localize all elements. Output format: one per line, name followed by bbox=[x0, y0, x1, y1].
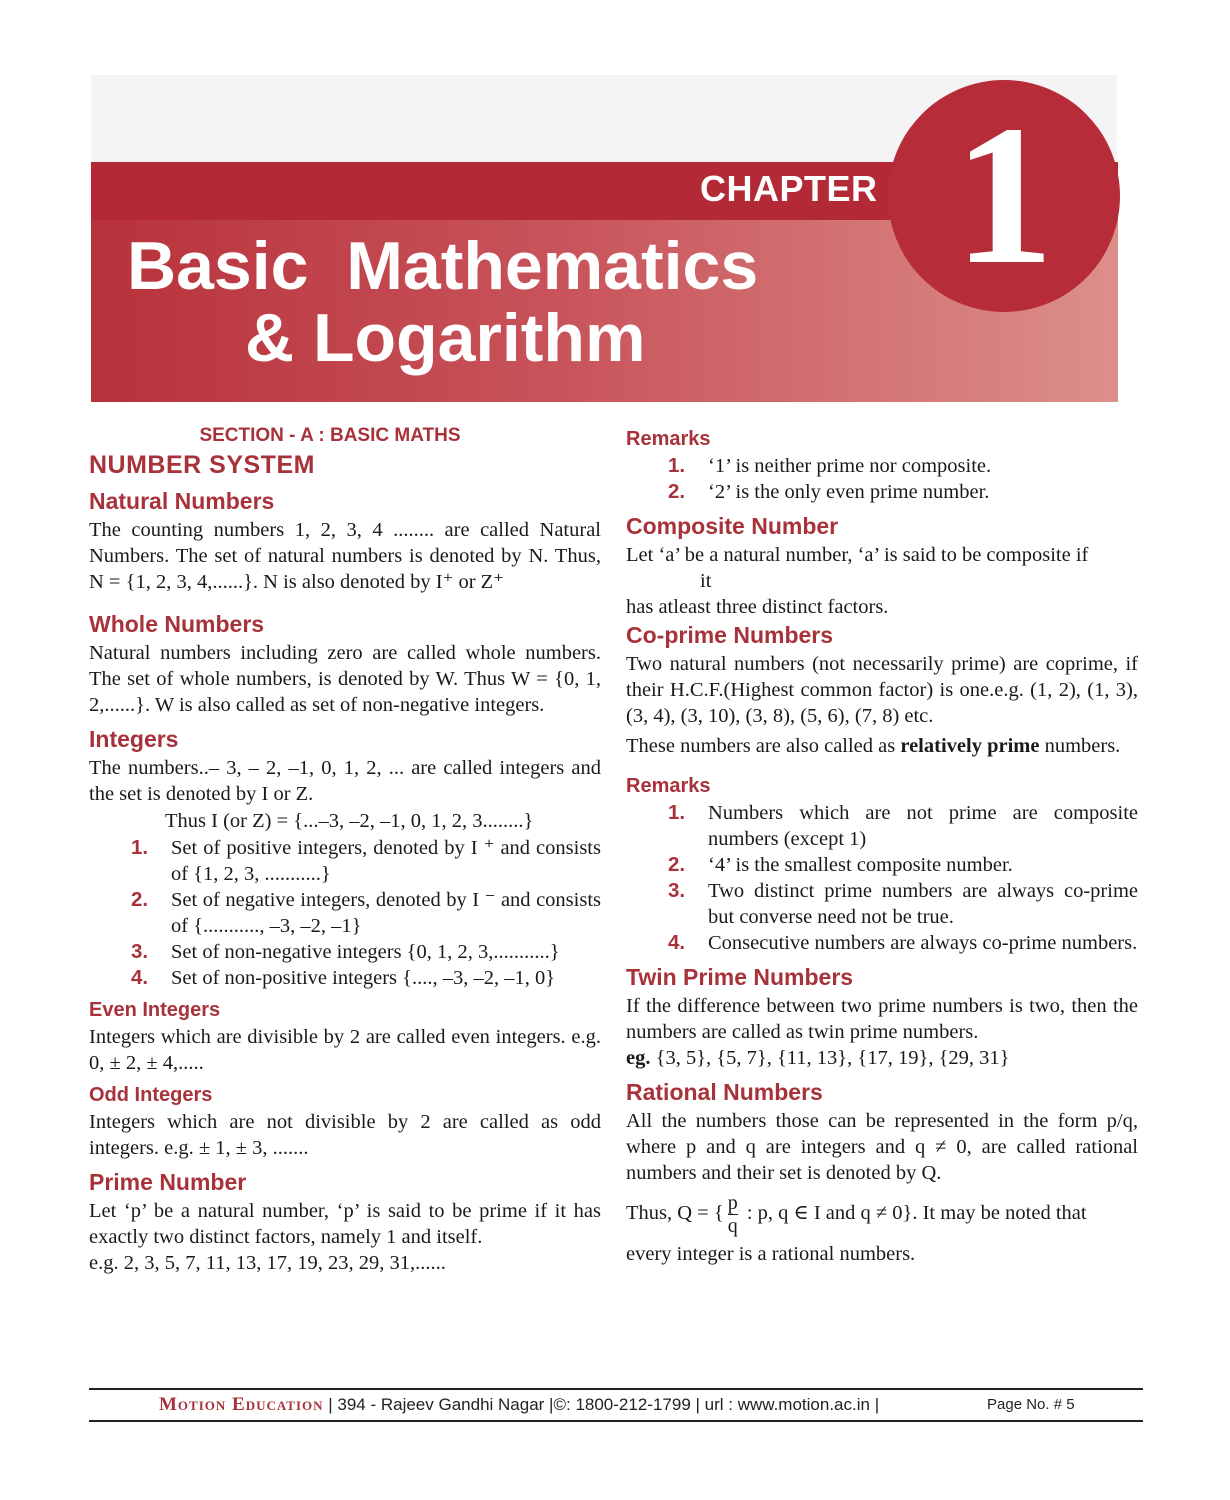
right-column bbox=[626, 420, 1138, 1267]
integers-heading: Integers bbox=[89, 726, 179, 752]
integers-thus: Thus I (or Z) = {...–3, –2, –1, 0, 1, 2, 3........} bbox=[165, 810, 534, 832]
section-heading: SECTION - A : BASIC MATHS bbox=[199, 425, 461, 446]
list-item: 2. Set of negative integers, denoted by I ⁻ and consists of {..........., –3, –2, –1} bbox=[131, 888, 601, 937]
list-item: 4. Set of non-positive integers {...., –3, –2, –1, 0} bbox=[131, 966, 556, 989]
chapter-header bbox=[0, 0, 1230, 410]
integers-text: The numbers..– 3, – 2, –1, 0, 1, 2, ... are called integers and the set is denoted by I or Z. bbox=[89, 757, 601, 805]
remarks-list bbox=[626, 453, 1138, 505]
even-integers-text: Integers which are divisible by 2 are called even integers. e.g. 0, ± 2, ± 4,..... bbox=[89, 1026, 601, 1074]
list-item: 3. Set of non-negative integers {0, 1, 2, 3,...........} bbox=[131, 940, 560, 963]
odd-integers-heading: Odd Integers bbox=[89, 1084, 213, 1106]
composite-number-it: it bbox=[700, 570, 712, 592]
co-prime-heading: Co-prime Numbers bbox=[626, 622, 834, 648]
whole-numbers-text: Natural numbers including zero are called whole numbers. The set of whole numbers, is denoted by W. Thus W = {0, 1, 2,......}. W is also called as set of non-negative integers. bbox=[89, 642, 601, 716]
twin-prime-text: If the difference between two prime numbers is two, then the numbers are called as twin prime numbers. bbox=[626, 995, 1138, 1043]
remarks-heading-2: Remarks bbox=[626, 775, 711, 797]
chapter-title-line2: & Logarithm bbox=[245, 300, 646, 376]
chapter-number: 1 bbox=[954, 85, 1054, 306]
number-system-heading: NUMBER SYSTEM bbox=[89, 451, 315, 479]
rational-numbers-definition: Thus, Q = { $\frac{p}{q}$ : p, q ∈ I and q ≠ 0}. It may be noted that bbox=[626, 1192, 1087, 1237]
list-item: 3. Two distinct prime numbers are always co-prime but converse need not be true. bbox=[668, 879, 1138, 928]
co-prime-text: Two natural numbers (not necessarily prime) are coprime, if their H.C.F.(Highest common factor) is one.e.g. (1, 2), (1, 3), (3, 4), (3, 10), (3, 8), (5, 6), (7, 8) etc. bbox=[626, 653, 1138, 727]
left-column bbox=[89, 420, 601, 1276]
even-integers-heading: Even Integers bbox=[89, 999, 221, 1021]
page-number: Page No. # 5 bbox=[987, 1396, 1075, 1413]
prime-number-heading: Prime Number bbox=[89, 1169, 247, 1195]
chapter-title-line1: Basic Mathematics bbox=[127, 228, 759, 304]
page-footer bbox=[89, 1388, 1143, 1422]
remarks-list-2 bbox=[626, 800, 1138, 956]
twin-prime-example: eg. {3, 5}, {5, 7}, {11, 13}, {17, 19}, {29, 31} bbox=[626, 1047, 1010, 1069]
footer-info bbox=[159, 1394, 879, 1416]
prime-number-example: e.g. 2, 3, 5, 7, 11, 13, 17, 19, 23, 29, 31,...... bbox=[89, 1252, 446, 1274]
list-item: 2. ‘2’ is the only even prime number. bbox=[668, 480, 990, 503]
rational-numbers-heading: Rational Numbers bbox=[626, 1079, 823, 1105]
twin-prime-heading: Twin Prime Numbers bbox=[626, 964, 854, 990]
co-prime-text-2: These numbers are also called as relatively prime numbers. bbox=[626, 735, 1121, 757]
footer-details: | 394 - Rajeev Gandhi Nagar |©: 1800-212-1799 | url : www.motion.ac.in | bbox=[323, 1395, 880, 1414]
natural-numbers-heading: Natural Numbers bbox=[89, 488, 275, 514]
odd-integers-text: Integers which are not divisible by 2 are called as odd integers. e.g. ± 1, ± 3, ....... bbox=[89, 1111, 601, 1159]
rational-numbers-text: All the numbers those can be represented in the form p/q, where p and q are integers and q ≠ 0, are called rational numbers and their set is denoted by Q. bbox=[626, 1110, 1138, 1184]
rational-numbers-note: every integer is a rational numbers. bbox=[626, 1243, 916, 1265]
list-item: 1. Numbers which are not prime are composite numbers (except 1) bbox=[668, 801, 1138, 850]
composite-number-text-2: has atleast three distinct factors. bbox=[626, 596, 889, 618]
composite-number-heading: Composite Number bbox=[626, 513, 839, 539]
fraction-p-over-q: $\frac{p}{q}$ bbox=[727, 1192, 738, 1237]
list-item: 1. ‘1’ is neither prime nor composite. bbox=[668, 454, 992, 477]
chapter-label: CHAPTER bbox=[700, 168, 878, 209]
list-item: 4. Consecutive numbers are always co-prime numbers. bbox=[668, 931, 1138, 954]
list-item: 2. ‘4’ is the smallest composite number. bbox=[668, 853, 1013, 876]
prime-number-text: Let ‘p’ be a natural number, ‘p’ is said to be prime if it has exactly two distinct factors, namely 1 and itself. bbox=[89, 1200, 601, 1248]
natural-numbers-text: The counting numbers 1, 2, 3, 4 ........ are called Natural Numbers. The set of natural numbers is denoted by N. Thus, N = {1, 2, 3, 4,......}. N is also denoted by I⁺ or Z⁺ bbox=[89, 519, 601, 593]
brand-name: Motion Education bbox=[159, 1394, 324, 1415]
composite-number-text: Let ‘a’ be a natural number, ‘a’ is said to be composite if bbox=[626, 544, 1089, 566]
integers-list bbox=[89, 835, 601, 991]
remarks-heading: Remarks bbox=[626, 428, 711, 450]
whole-numbers-heading: Whole Numbers bbox=[89, 611, 265, 637]
list-item: 1. Set of positive integers, denoted by I ⁺ and consists of {1, 2, 3, ...........} bbox=[131, 836, 601, 885]
